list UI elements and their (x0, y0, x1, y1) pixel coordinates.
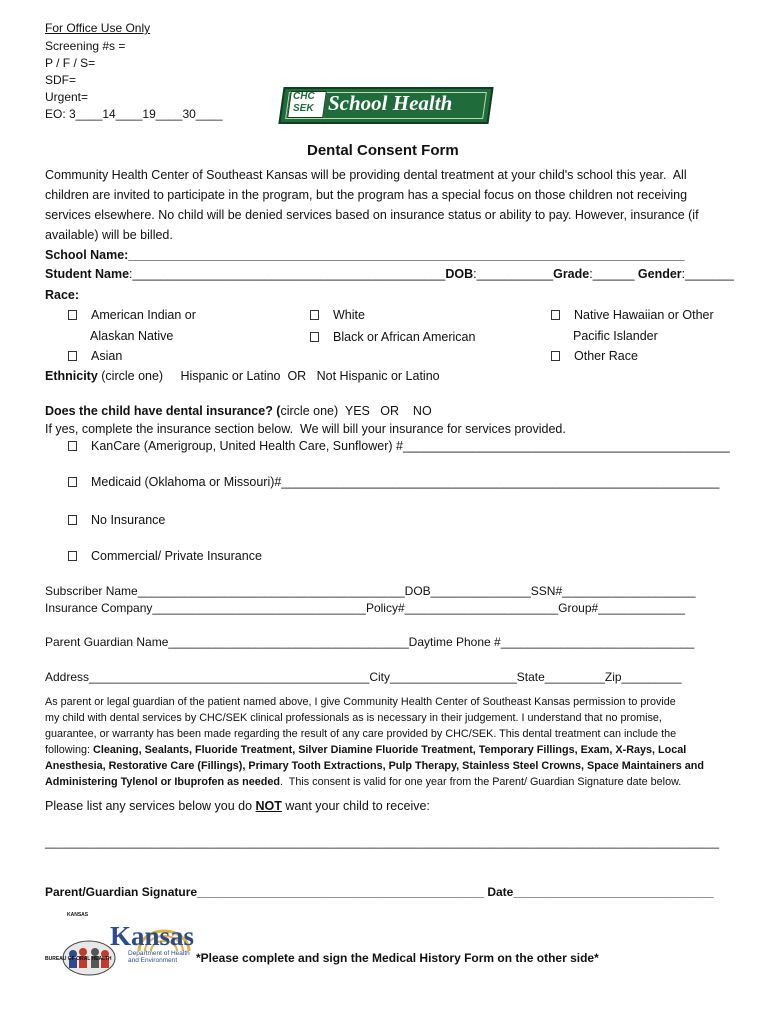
race-asian[interactable]: Asian (68, 348, 122, 365)
subscriber-line[interactable]: Subscriber Name________________________________________DOB_______________SSN#____________________ (45, 584, 696, 598)
checkbox-icon[interactable] (310, 332, 319, 342)
checkbox-icon[interactable] (68, 351, 77, 361)
race-label: Race: (45, 288, 80, 302)
dob-label: DOB (445, 267, 474, 281)
ethnicity-row[interactable] (45, 368, 440, 385)
checkbox-icon[interactable] (68, 441, 77, 451)
insurance-medicaid[interactable]: Medicaid (Oklahoma or Missouri)#_______________________________________________________________ (68, 474, 719, 491)
consent-line-2: my child with dental services by CHC/SEK clinical professionals as is necessary in their judgement. I understand that no promise, (45, 712, 662, 724)
insurance-none[interactable]: No Insurance (68, 512, 165, 529)
bureau-kansas-small: KANSAS (67, 912, 89, 918)
checkbox-icon[interactable] (68, 515, 77, 525)
intro-line-3: services elsewhere. No child will be denied services based on insurance status or ability to pay. However, insurance (if (45, 208, 699, 222)
insurance-company-line[interactable]: Insurance Company________________________________Policy#_______________________Group#_____________ (45, 601, 685, 615)
gender-field[interactable]: :_______ (681, 267, 734, 281)
student-name-label: Student Name (45, 267, 130, 281)
intro-line-2: children are invited to participate in the program, but the program has a special focus on those children not receiving (45, 188, 688, 202)
grade-label: Grade (553, 267, 590, 281)
checkbox-icon[interactable] (68, 477, 77, 487)
gender-label: Gender (637, 267, 682, 281)
signature-line[interactable]: Parent/Guardian Signature___________________________________________ Date______________________________ (45, 885, 714, 899)
footer-note: *Please complete and sign the Medical History Form on the other side* (196, 951, 599, 965)
race-hawaiian[interactable]: Native Hawaiian or Other (551, 307, 714, 324)
checkbox-icon[interactable] (551, 351, 560, 361)
race-black[interactable]: Black or African American (310, 329, 475, 346)
kdhe-line-1: Department of Health (128, 950, 190, 957)
insurance-note: If yes, complete the insurance section below. We will bill your insurance for services provided. (45, 422, 566, 436)
race-hawaiian-line2: Pacific Islander (573, 329, 658, 343)
race-american-indian[interactable]: American Indian or (68, 307, 196, 324)
bureau-oral-health-logo (50, 914, 119, 987)
grade-field[interactable]: :______ (589, 267, 638, 281)
checkbox-icon[interactable] (310, 310, 319, 320)
school-name-field[interactable]: School Name:________________________________________________________________________________ (45, 248, 685, 262)
ethnicity-options[interactable]: (circle one) Hispanic or Latino OR Not Hispanic or Latino (97, 369, 440, 383)
ethnicity-label: Ethnicity (45, 369, 98, 383)
consent-line-5: Anesthesia, Restorative Care (Fillings), Primary Tooth Extractions, Pulp Therapy, Stainless Steel Crowns, Space Maintainers and (45, 760, 704, 772)
chc-text: CHC (293, 91, 315, 102)
parent-guardian-line[interactable]: Parent Guardian Name____________________________________Daytime Phone #_____________________________ (45, 635, 695, 649)
student-row (45, 266, 734, 283)
sek-text: SEK (293, 103, 314, 114)
services-prompt: Please list any services below you do NOT want your child to receive: (45, 799, 430, 813)
consent-line-4: following: Cleaning, Sealants, Fluoride Treatment, Silver Diamine Fluoride Treatment, Temporary Fillings, Exam, X-Rays, Local (45, 744, 687, 756)
race-other[interactable]: Other Race (551, 348, 638, 365)
checkbox-icon[interactable] (68, 551, 77, 561)
insurance-commercial[interactable]: Commercial/ Private Insurance (68, 548, 262, 565)
consent-line-6: Administering Tylenol or Ibuprofen as needed. This consent is valid for one year from the Parent/ Guardian Signature date below. (45, 776, 682, 788)
intro-line-1: Community Health Center of Southeast Kansas will be providing dental treatment at your child's school this year. All (45, 168, 687, 182)
bureau-text: BUREAU OF ORAL HEALTH (45, 956, 112, 962)
form-title: Dental Consent Form (307, 142, 459, 159)
checkbox-icon[interactable] (68, 310, 77, 320)
insurance-question[interactable]: Does the child have dental insurance? (circle one) YES OR NO (45, 404, 432, 418)
intro-line-4: available) will be billed. (45, 228, 173, 242)
office-urgent-line: Urgent= (45, 90, 89, 104)
consent-line-3: guarantee, or warranty has been made regarding the result of any care provided by CHC/SEK. This dental treatment can include the (45, 728, 677, 740)
office-screening-line: Screening #s = (45, 39, 126, 53)
school-health-text: School Health (328, 91, 453, 115)
services-field[interactable]: _____________________________________________________________________________________________________ (45, 835, 720, 849)
kdhe-line-2: and Environment (128, 957, 178, 964)
office-pfs-line: P / F / S= (45, 56, 96, 70)
office-use-heading: For Office Use Only (45, 21, 151, 35)
office-eo-line: EO: 3____14____19____30____ (45, 107, 223, 121)
dob-field[interactable]: :___________ (473, 267, 554, 281)
student-name-field[interactable]: :_____________________________________________ (129, 267, 446, 281)
kansas-logo-text: Kansas (110, 921, 195, 951)
race-white[interactable]: White (310, 307, 365, 324)
consent-line-1: As parent or legal guardian of the patient named above, I give Community Health Center of Southeast Kansas permission to provide (45, 696, 676, 708)
address-line[interactable]: Address__________________________________________City___________________State_________Zip_________ (45, 670, 682, 684)
insurance-kancare[interactable]: KanCare (Amerigroup, United Health Care, Sunflower) #_______________________________________________ (68, 438, 730, 455)
checkbox-icon[interactable] (551, 310, 560, 320)
office-sdf-line: SDF= (45, 73, 77, 87)
race-american-indian-line2: Alaskan Native (90, 329, 174, 343)
